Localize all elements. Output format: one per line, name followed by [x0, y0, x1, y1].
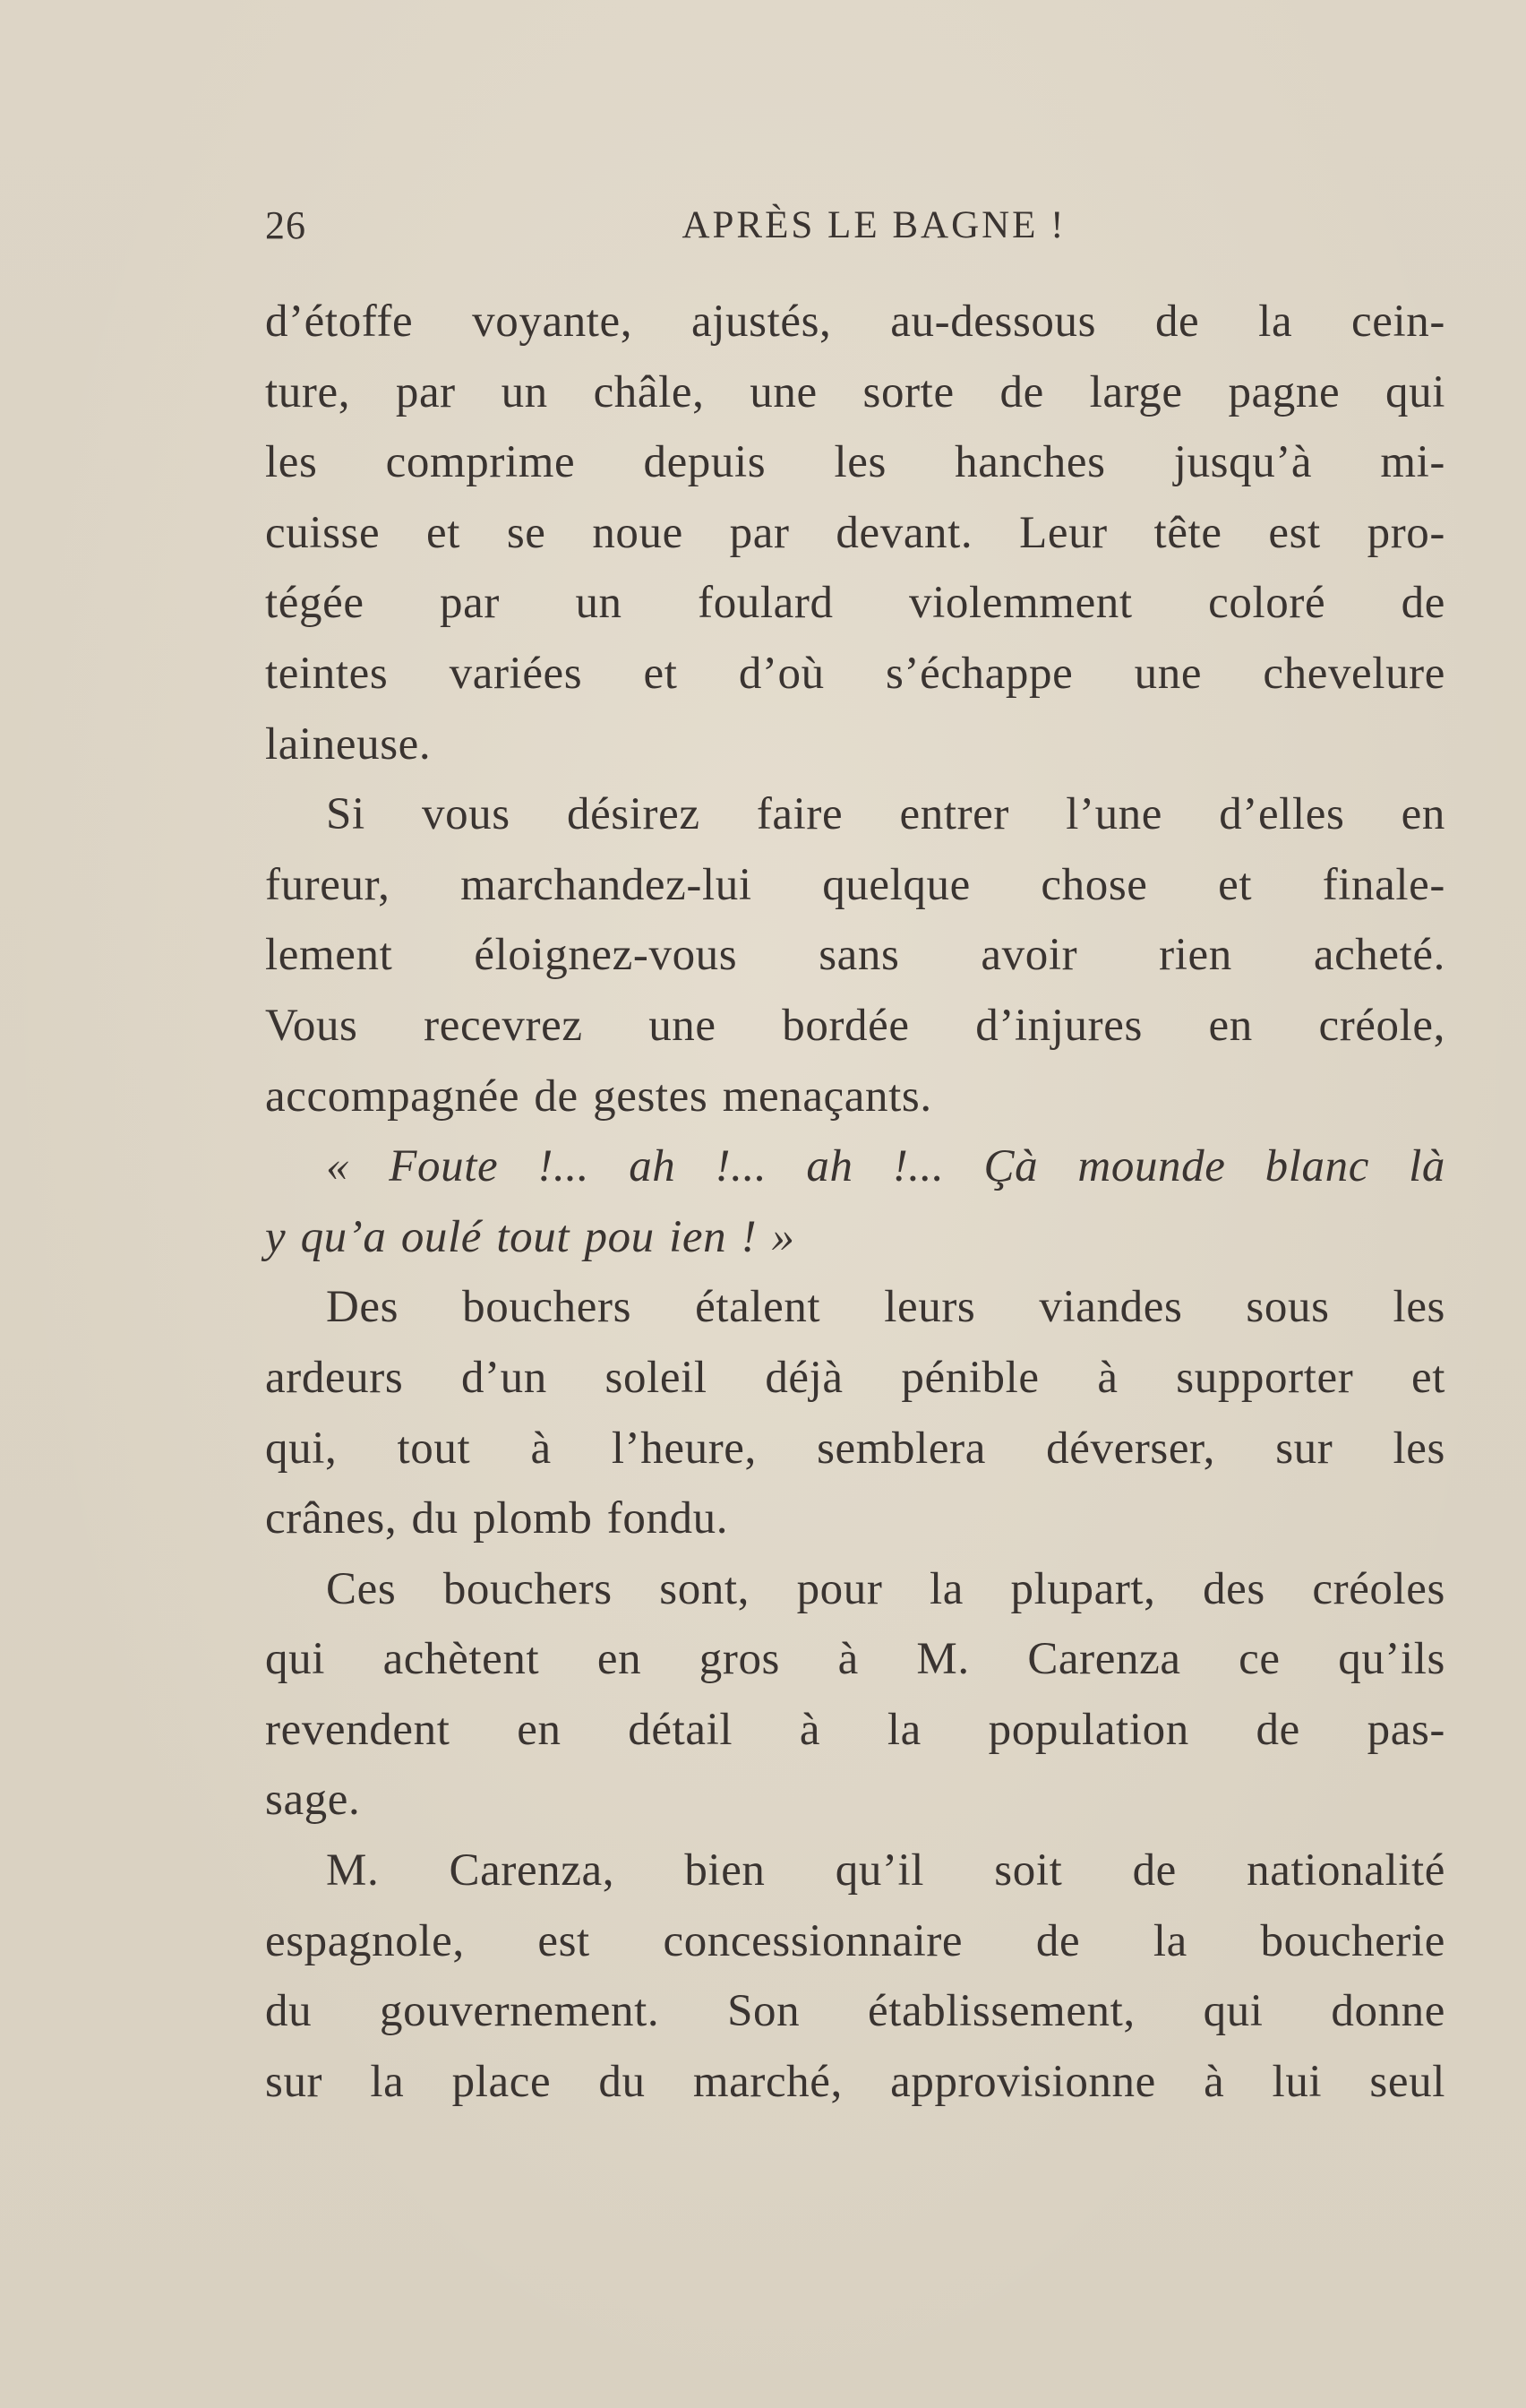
text-line: Si vous désirez faire entrer l’une d’elles en	[326, 789, 1445, 840]
body-text	[265, 287, 1445, 2117]
text-line: teintes variées et d’où s’échappe une chevelure	[265, 648, 1445, 699]
text-line: fureur, marchandez-lui quelque chose et finale-	[265, 859, 1445, 910]
text-line: cuisse et se noue par devant. Leur tête est pro-	[265, 507, 1445, 558]
page-number: 26	[265, 203, 306, 247]
text-line: Ces bouchers sont, pour la plupart, des créoles	[326, 1563, 1445, 1614]
text-line: revendent en détail à la population de pas-	[265, 1704, 1445, 1755]
text-line: Des bouchers étalent leurs viandes sous les	[326, 1282, 1445, 1333]
text-line: les comprime depuis les hanches jusqu’à mi-	[265, 437, 1445, 488]
text-line: sur la place du marché, approvisionne à lui seul	[265, 2056, 1445, 2107]
text-line-italic-quote	[265, 1131, 1445, 1202]
text-line: sage.	[265, 1775, 361, 1826]
text-line: du gouvernement. Son établissement, qui donne	[265, 1986, 1445, 2037]
running-title: APRÈS LE BAGNE !	[682, 204, 1067, 246]
text-line: ture, par un châle, une sorte de large pagne qui	[265, 366, 1445, 417]
text-line: Vous recevrez une bordée d’injures en créole,	[265, 1000, 1445, 1051]
running-head	[265, 199, 1445, 253]
text-line: d’étoffe voyante, ajustés, au-dessous de la cein-	[265, 297, 1445, 347]
text-line: qui achètent en gros à M. Carenza ce qu’ils	[265, 1634, 1445, 1685]
text-line: lement éloignez-vous sans avoir rien acheté.	[265, 930, 1445, 981]
text-line: qui, tout à l’heure, semblera déverser, sur les	[265, 1423, 1445, 1474]
text-line: accompagnée de gestes menaçants.	[265, 1071, 932, 1122]
text-line: M. Carenza, bien qu’il soit de nationalité	[326, 1845, 1445, 1896]
text-line-italic-quote	[265, 1202, 1445, 1273]
text-line: ardeurs d’un soleil déjà pénible à supporter et	[265, 1352, 1445, 1403]
text-line: crânes, du plomb fondu.	[265, 1493, 729, 1544]
text-line: tégée par un foulard violemment coloré de	[265, 578, 1445, 629]
italic-quote: « Foute !... ah !... ah !... Çà mounde blanc là	[326, 1141, 1445, 1192]
text-line: espagnole, est concessionnaire de la boucherie	[265, 1915, 1445, 1966]
text-line: laineuse.	[265, 718, 432, 770]
italic-quote: y qu’a oulé tout pou ien ! »	[265, 1211, 795, 1262]
